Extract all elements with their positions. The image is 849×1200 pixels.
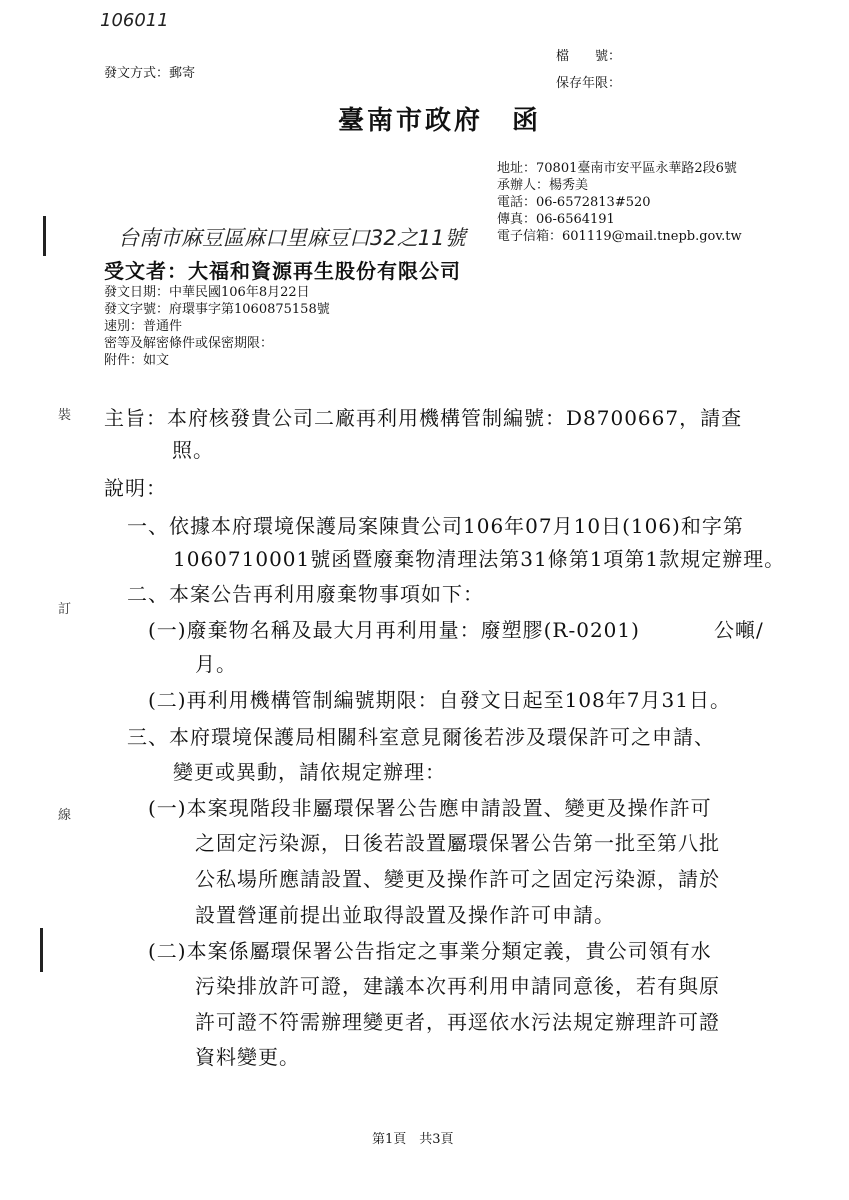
item-1-line-1: 一、依據本府環境保護局案陳貴公司106年07月10日(106)和字第 [127,514,744,538]
recipient: 受文者：大福和資源再生股份有限公司 [104,259,461,283]
handwritten-address: 台南市麻豆區麻口里麻豆口32之11號 [118,226,466,250]
contact-address: 地址：70801臺南市安平區永華路2段6號 [497,161,737,176]
item-3-sub-2-line-3: 許可證不符需辦理變更者，再逕依水污法規定辦理許可證 [195,1010,720,1034]
send-method: 發文方式：郵寄 [104,66,196,81]
document-title: 臺南市政府 函 [338,106,542,136]
binding-hole-mark-top [43,216,46,256]
item-3-sub-2-line-4: 資料變更。 [195,1045,300,1069]
contact-fax: 傳真：06-6564191 [497,212,615,227]
item-1-line-2: 1060710001號函暨廢棄物清理法第31條第1項第1款規定辦理。 [173,547,786,571]
item-3-line-2: 變更或異動，請依規定辦理： [173,760,446,784]
page-number: 第1頁 共3頁 [372,1132,454,1147]
binding-mark-xian: 線 [58,808,72,823]
item-2-sub-1-unit: 公噸/ [714,618,764,642]
contact-handler: 承辦人：楊秀美 [497,178,589,193]
issue-date: 發文日期：中華民國106年8月22日 [104,285,310,300]
item-3-sub-1-line-3: 公私場所應請設置、變更及操作許可之固定污染源，請於 [195,867,720,891]
item-3-sub-2-line-2: 污染排放許可證，建議本次再利用申請同意後，若有與原 [195,974,720,998]
binding-mark-ding: 訂 [58,602,72,617]
contact-phone: 電話：06-6572813#520 [497,195,651,210]
file-number: 檔 號： [556,49,622,64]
reference-number: 發文字號：府環事字第1060875158號 [104,302,330,317]
item-3-sub-2-line-1: (二)本案係屬環保署公告指定之事業分類定義，貴公司領有水 [148,939,712,963]
binding-hole-mark-bottom [40,928,43,972]
attachment: 附件：如文 [104,353,170,368]
item-2-line-1: 二、本案公告再利用廢棄物事項如下： [127,582,484,606]
item-3-sub-1-line-4: 設置營運前提出並取得設置及操作許可申請。 [195,903,615,927]
subject-line-2: 照。 [172,438,214,462]
item-2-sub-2-line-1: (二)再利用機構管制編號期限：自發文日起至108年7月31日。 [148,688,731,712]
item-3-sub-1-line-2: 之固定污染源，日後若設置屬環保署公告第一批至第八批 [195,831,720,855]
item-3-line-1: 三、本府環境保護局相關科室意見爾後若涉及環保許可之申請、 [127,725,715,749]
explanation-label: 說明： [104,476,167,500]
secrecy-level: 密等及解密條件或保密期限： [104,336,274,351]
binding-mark-zhuang: 裝 [58,408,72,423]
meta-block [104,284,330,369]
handwritten-doc-number: 106011 [100,10,169,31]
contact-email: 電子信箱：601119@mail.tnepb.gov.tw [497,229,742,244]
retention-period: 保存年限： [556,76,622,91]
item-2-sub-1-line-2: 月。 [195,652,237,676]
contact-block [497,160,742,245]
item-2-sub-1-line-1: (一)廢棄物名稱及最大月再利用量：廢塑膠(R-0201) [148,618,640,642]
item-3-sub-1-line-1: (一)本案現階段非屬環保署公告應申請設置、變更及操作許可 [148,796,712,820]
speed-class: 速別：普通件 [104,319,183,334]
subject-line-1: 主旨：本府核發貴公司二廠再利用機構管制編號：D8700667，請查 [104,406,743,430]
